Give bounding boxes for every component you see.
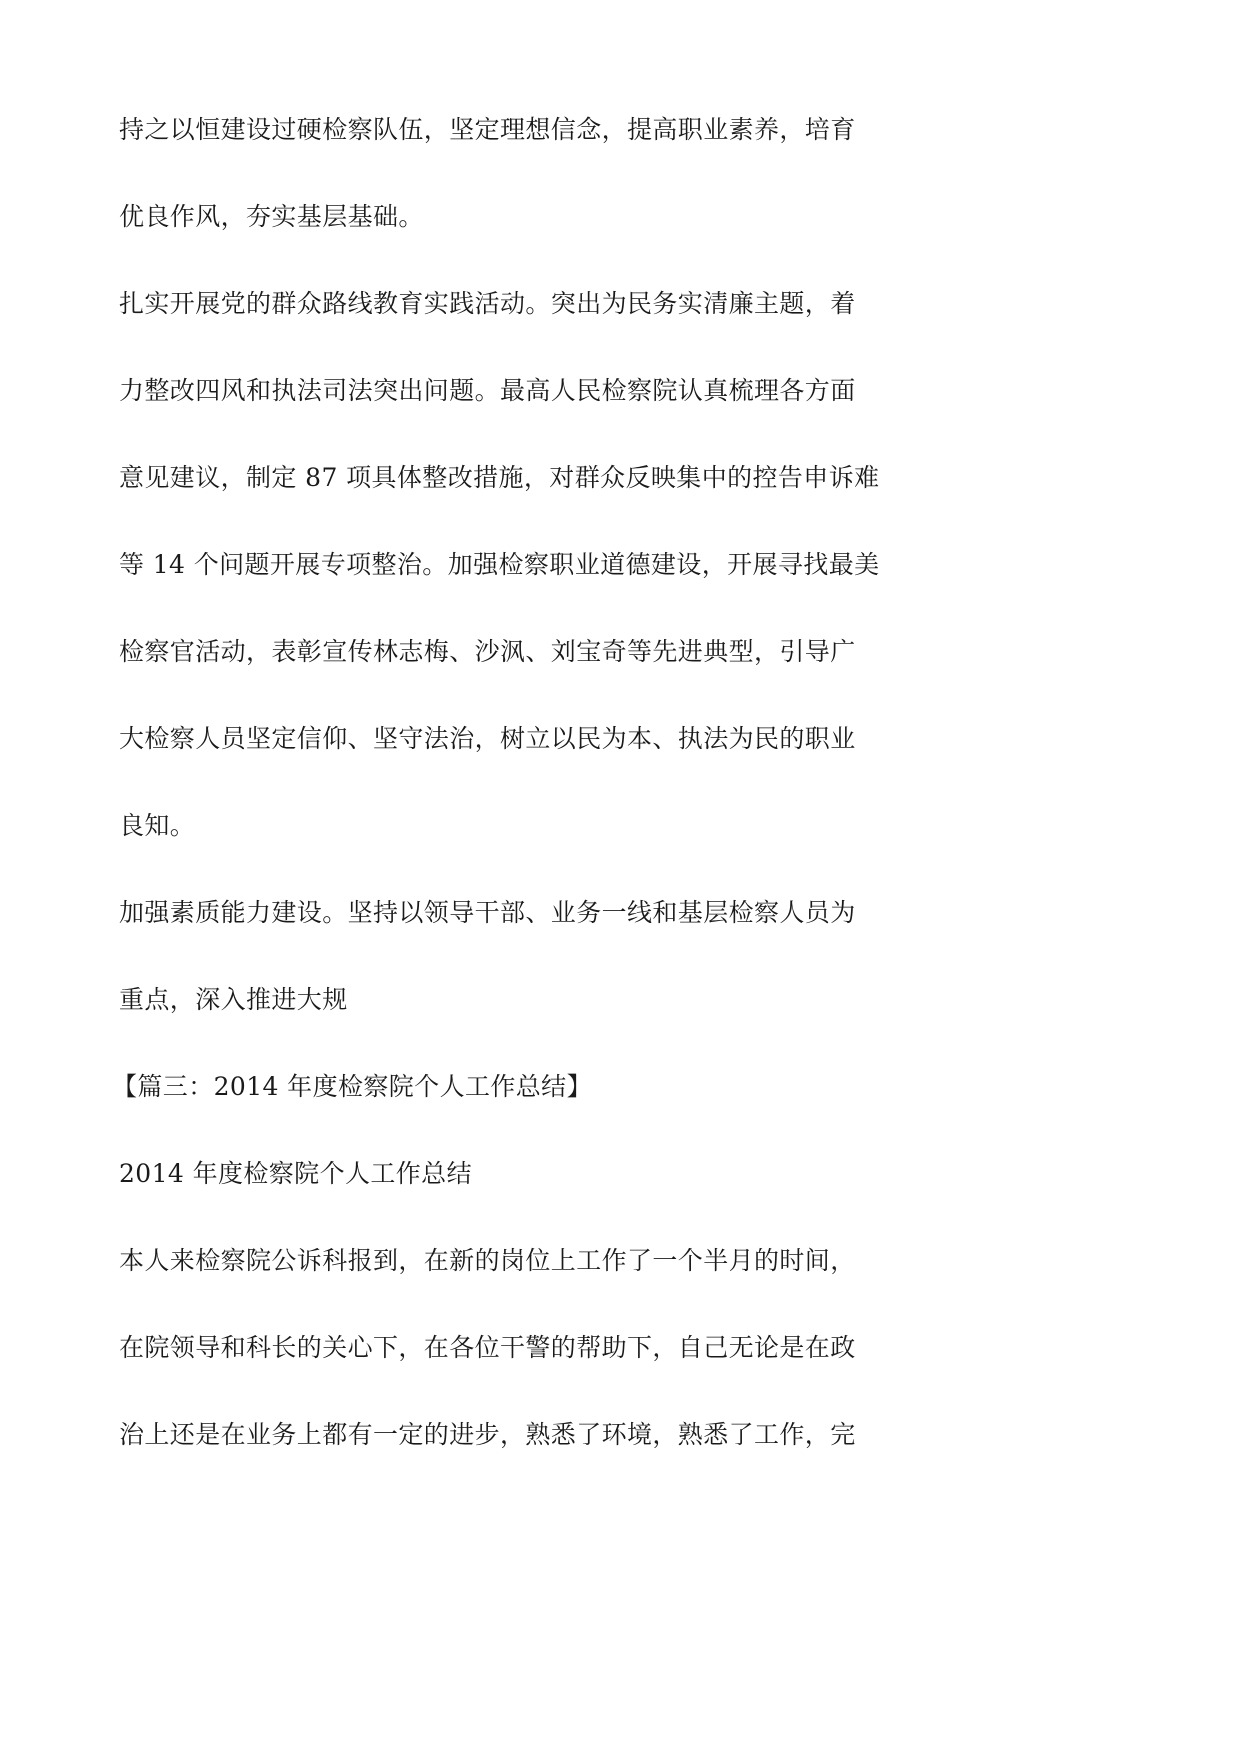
- section-heading: 【篇三：2014 年度检察院个人工作总结】: [112, 1072, 592, 1101]
- paragraph-line: 在院领导和科长的关心下，在各位干警的帮助下，自己无论是在政: [119, 1333, 856, 1362]
- paragraph-line: 重点，深入推进大规: [119, 985, 348, 1014]
- paragraph-line: 大检察人员坚定信仰、坚守法治，树立以民为本、执法为民的职业: [119, 724, 856, 753]
- paragraph-line: 意见建议，制定 87 项具体整改措施，对群众反映集中的控告申诉难: [119, 463, 880, 492]
- paragraph-line: 优良作风，夯实基层基础。: [119, 202, 424, 231]
- paragraph-line: 加强素质能力建设。坚持以领导干部、业务一线和基层检察人员为: [119, 898, 856, 927]
- paragraph-line: 持之以恒建设过硬检察队伍，坚定理想信念，提高职业素养，培育: [119, 115, 856, 144]
- paragraph-line: 治上还是在业务上都有一定的进步，熟悉了环境，熟悉了工作，完: [119, 1420, 856, 1449]
- paragraph-line: 力整改四风和执法司法突出问题。最高人民检察院认真梳理各方面: [119, 376, 856, 405]
- paragraph-line: 检察官活动，表彰宣传林志梅、沙沨、刘宝奇等先进典型，引导广: [119, 637, 856, 666]
- paragraph-line: 良知。: [119, 811, 196, 840]
- paragraph-line: 等 14 个问题开展专项整治。加强检察职业道德建设，开展寻找最美: [119, 550, 880, 579]
- paragraph-line: 本人来检察院公诉科报到，在新的岗位上工作了一个半月的时间，: [119, 1246, 856, 1275]
- document-title: 2014 年度检察院个人工作总结: [119, 1159, 472, 1188]
- paragraph-line: 扎实开展党的群众路线教育实践活动。突出为民务实清廉主题，着: [119, 289, 856, 318]
